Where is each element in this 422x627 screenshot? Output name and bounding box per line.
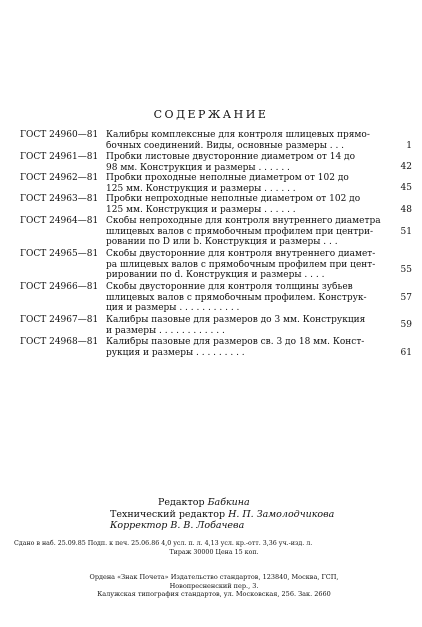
corrector-line (110, 520, 370, 532)
entry-line: рукция и размеры . . . . . . . . . (106, 347, 245, 358)
page-title: СОДЕРЖАНИЕ (153, 108, 269, 121)
page-number: 45 (400, 183, 412, 193)
entry-line: ра шлицевых валов с прямобочным профилем при цент- (106, 259, 376, 270)
entry-text (106, 152, 390, 173)
entry-line: Скобы непроходные для контроля внутреннего диаметра (106, 216, 381, 226)
gost-code: ГОСТ 24963—81 (20, 194, 99, 204)
gost-code: ГОСТ 24965—81 (20, 249, 99, 259)
entry-line: 125 мм. Конструкция и размеры . . . . . . (106, 183, 296, 194)
credits (110, 497, 370, 532)
toc-entry (20, 282, 412, 315)
toc-entry (20, 337, 412, 359)
entry-line: 125 мм. Конструкция и размеры . . . . . . (106, 204, 296, 215)
entry-line: ровании по D или b. Конструкция и размеры . . . (106, 237, 338, 248)
imprint (14, 540, 414, 557)
tech-editor-name: Н. П. Замолодчикова (228, 508, 335, 520)
page-number: 48 (400, 205, 412, 215)
page-number: 42 (400, 162, 412, 172)
editor-label: Редактор (158, 497, 205, 508)
entry-text (106, 173, 390, 194)
entry-line: ция и размеры . . . . . . . . . . . (106, 303, 240, 314)
entry-text (106, 130, 390, 151)
gost-code: ГОСТ 24964—81 (20, 216, 99, 226)
entry-line: Пробки листовые двусторонние диаметром от 14 до (106, 152, 355, 162)
entry-line: Калибры пазовые для размеров до 3 мм. Конструкция (106, 315, 366, 325)
entry-text (106, 315, 390, 336)
toc-entry (20, 216, 412, 249)
page-number: 1 (406, 141, 412, 151)
entry-line: и размеры . . . . . . . . . . . . (106, 325, 225, 336)
publisher-info (14, 573, 414, 599)
page-number: 55 (400, 265, 412, 275)
toc-entry (20, 249, 412, 282)
entry-text (106, 216, 390, 248)
entry-text (106, 194, 390, 215)
page-number: 51 (400, 227, 412, 237)
toc-entry (20, 315, 412, 337)
publisher-line: Новопресненский пер., 3. (169, 581, 259, 590)
toc-entry (20, 152, 412, 173)
entry-line: рировании по d. Конструкция и размеры . . . . (106, 270, 325, 281)
publisher-line: Ордена «Знак Почета» Издательство стандартов, 123840, Москва, ГСП, (89, 573, 339, 581)
page-number: 61 (400, 348, 412, 358)
tech-editor-line (110, 509, 370, 521)
gost-code: ГОСТ 24966—81 (20, 282, 99, 292)
corrector-name: В. В. Лобачева (170, 520, 245, 531)
entry-line: Калибры пазовые для размеров св. 3 до 18 мм. Конст- (106, 337, 365, 347)
entry-line: бочных соединений. Виды, основные размеры . . . (106, 140, 345, 151)
gost-code: ГОСТ 24967—81 (20, 315, 99, 325)
toc-entry (20, 194, 412, 216)
table-of-contents (20, 130, 412, 359)
entry-text (106, 282, 390, 314)
gost-code: ГОСТ 24962—81 (20, 173, 99, 183)
gost-code: ГОСТ 24960—81 (20, 130, 99, 140)
publisher-line: Калужская типография стандартов, ул. Московская, 256. Зак. 2660 (97, 590, 331, 598)
entry-line: Пробки проходные неполные диаметром от 102 до (106, 173, 349, 183)
entry-line: 98 мм. Конструкция и размеры . . . . . . (106, 162, 290, 173)
entry-line: Скобы двусторонние для контроля толщины зубьев (106, 282, 353, 292)
imprint-line: Сдано в наб. 25.09.85 Подп. к печ. 25.06.86 4,0 усл. п. л. 4,13 усл. кр.-отт. 3,36 уч.-изд. л. (14, 540, 313, 547)
entry-line: шлицевых валов с прямобочным профилем при центри- (106, 226, 374, 237)
page-number: 59 (400, 320, 412, 330)
entry-line: Калибры комплексные для контроля шлицевых прямо- (106, 130, 370, 140)
gost-code: ГОСТ 24968—81 (20, 337, 99, 347)
imprint-line: Тираж 30000 Цена 15 коп. (169, 548, 259, 556)
gost-code: ГОСТ 24961—81 (20, 152, 99, 162)
corrector-label: Корректор (110, 520, 168, 531)
entry-line: Пробки непроходные неполные диаметром от 102 до (106, 194, 361, 204)
toc-entry (20, 130, 412, 152)
entry-text (106, 249, 390, 281)
entry-text (106, 337, 390, 358)
page-number: 57 (400, 293, 412, 303)
tech-editor-label: Технический редактор (110, 508, 226, 520)
editor-name: Бабкина (207, 497, 250, 508)
editor-line (110, 497, 370, 509)
entry-line: Скобы двусторонние для контроля внутреннего диамет- (106, 249, 376, 259)
toc-entry (20, 173, 412, 194)
entry-line: шлицевых валов с прямобочным профилем. Конструк- (106, 292, 367, 303)
